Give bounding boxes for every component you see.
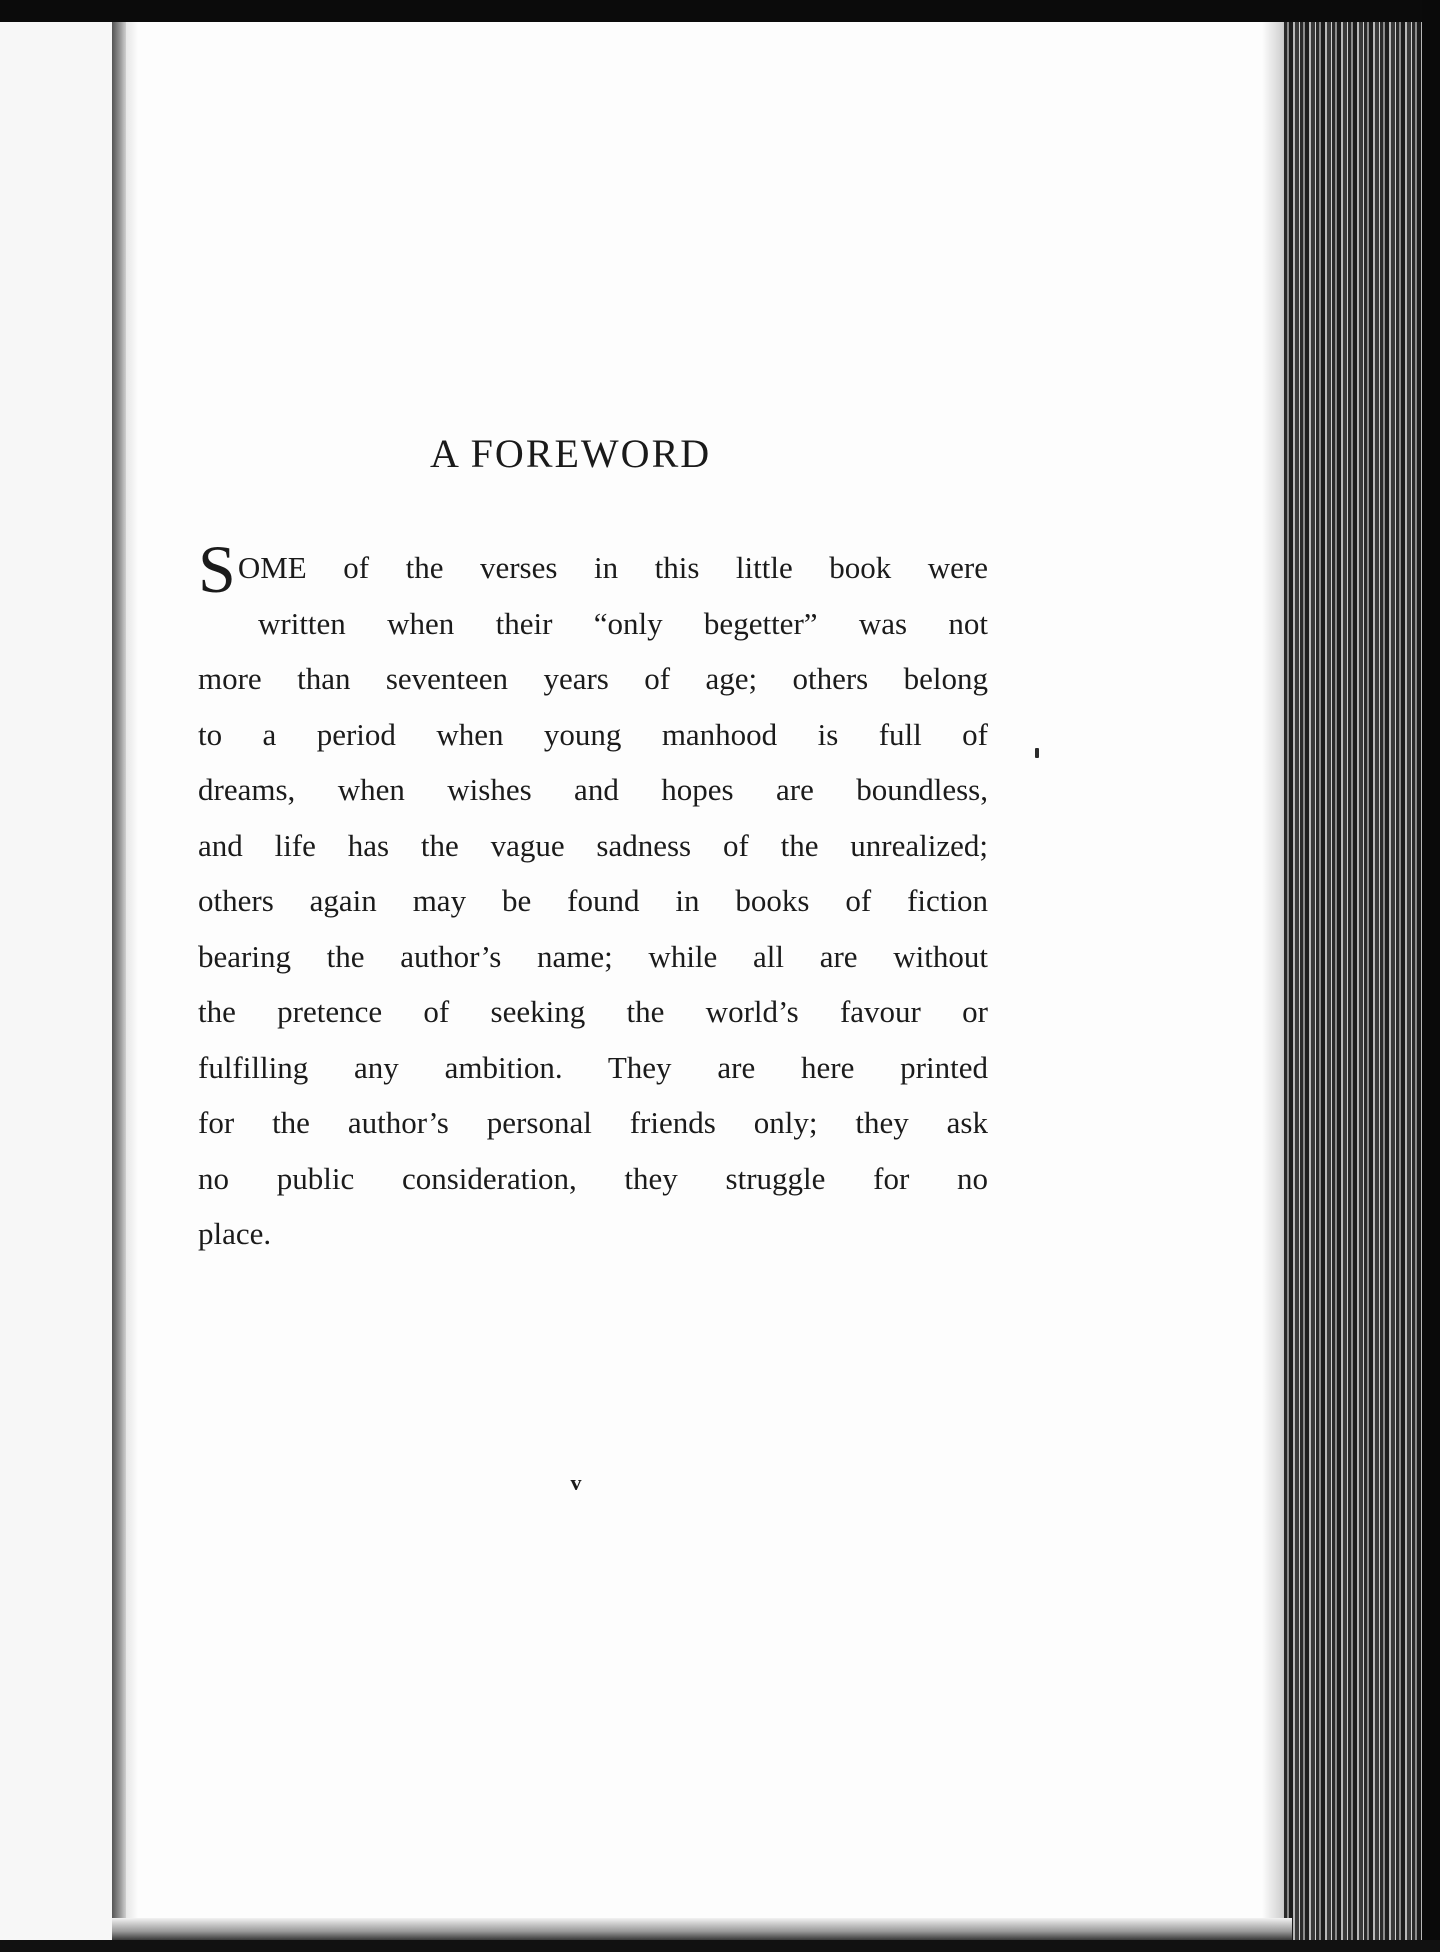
text-line-5: dreams, when wishes and hopes are boundless, (198, 772, 988, 807)
scan-border-right (1422, 0, 1440, 1952)
page-heading: A FOREWORD (430, 431, 712, 476)
text-line-10: fulfilling any ambition. They are here printed (198, 1049, 988, 1085)
text-line-13: place. (198, 1216, 272, 1251)
gutter-shadow (126, 22, 138, 1940)
ink-speck (1035, 748, 1039, 758)
drop-cap: S (198, 531, 236, 607)
page-block-edge (1284, 22, 1422, 1940)
page-bottom-edge (112, 1918, 1292, 1940)
text-line-9: the pretence of seeking the world’s favour or (198, 994, 988, 1029)
text-line-6: and life has the vague sadness of the unrealized; (198, 827, 988, 863)
scan-border-bottom (0, 1940, 1440, 1952)
book-gutter (112, 22, 126, 1940)
scan-border-top (0, 0, 1440, 22)
text-line-11: for the author’s personal friends only; they ask (198, 1105, 988, 1140)
facing-page (0, 22, 112, 1940)
text-line-3: more than seventeen years of age; others belong (198, 661, 988, 696)
page-number: v (570, 1470, 582, 1495)
text-line-7: others again may be found in books of fiction (198, 883, 988, 918)
text-line-12: no public consideration, they struggle for no (198, 1160, 988, 1196)
text-line-2: written when their “only begetter” was not (258, 605, 988, 641)
text-line-1-rest: OME of the verses in this little book were (237, 550, 988, 585)
text-line-1 (198, 531, 988, 607)
text-line-8: bearing the author’s name; while all are without (198, 938, 988, 974)
text-line-4: to a period when young manhood is full of (198, 716, 988, 752)
foreword-paragraph (198, 531, 988, 1262)
